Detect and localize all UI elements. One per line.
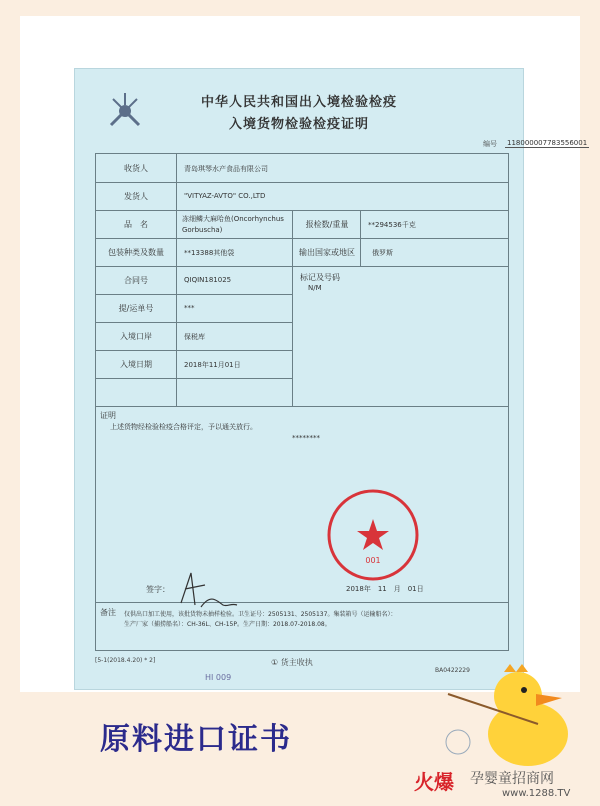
- info-grid: [95, 153, 509, 603]
- consignor-label: 发货人: [124, 192, 148, 201]
- duck-mascot-icon: [428, 654, 578, 784]
- consignee-label: 收货人: [124, 164, 148, 173]
- proof-stars: ********: [292, 434, 320, 442]
- proof-text: 上述货物经检验检疫合格评定，予以通关放行。: [110, 423, 257, 431]
- origin-label: 输出国家或地区: [299, 248, 355, 257]
- document-number: [483, 139, 588, 149]
- brand-subtitle: 孕婴童招商网: [470, 771, 554, 787]
- consignor-value: "VITYAZ-AVTO" CO.,LTD: [184, 192, 266, 200]
- title-line2: 入境货物检验检疫证明: [228, 117, 369, 132]
- date-label: 入境日期: [120, 360, 152, 369]
- contract-label: 合同号: [124, 276, 148, 285]
- marks-value: N/M: [308, 284, 322, 292]
- bl-value: ***: [184, 304, 195, 312]
- product-value: 冻细鳞大麻哈鱼(Oncorhynchus Gorbuscha): [182, 215, 284, 234]
- port-value: 保税库: [184, 333, 205, 341]
- number-label: 编号: [483, 140, 497, 148]
- date-value: 2018年11月01日: [184, 361, 241, 369]
- marks-label: 标记及号码: [300, 273, 340, 282]
- banner-title: 原料进口证书: [100, 722, 292, 757]
- quantity-value: **294536千克: [368, 221, 416, 229]
- port-label: 入境口岸: [120, 332, 152, 341]
- consignee-value: 青岛琪琴水产食品有限公司: [184, 165, 268, 173]
- brand-name: 火爆: [414, 770, 454, 794]
- sign-label: 签字：: [146, 585, 170, 594]
- product-label: 品 名: [124, 220, 148, 229]
- notes-line2: 生产厂家（捕捞船名）：CH-36L、CH-15P。生产日期：2018.07-2018.08。: [124, 621, 331, 628]
- bl-label: 提/运单号: [118, 304, 154, 313]
- package-label: 包装种类及数量: [108, 248, 164, 257]
- contract-value: QIQIN181025: [184, 276, 232, 284]
- proof-label: 证明: [100, 411, 116, 420]
- svg-text:001: 001: [365, 556, 381, 565]
- origin-value: 俄罗斯: [372, 249, 393, 257]
- serial-number: BA0422229: [435, 667, 470, 674]
- notes-line1: 仅供出口加工使用，该批货物未抽样检验。卫生证号：2505131、2505137。集装箱号（运输船名）：: [124, 611, 397, 618]
- notes-box: [95, 603, 509, 651]
- number-value: 118000007783556001: [507, 139, 588, 147]
- title-line1: 中华人民共和国出入境检验检疫: [200, 95, 397, 110]
- certificate-document: [74, 68, 588, 690]
- brand-url: www.1288.TV: [502, 788, 571, 799]
- receipt-label: ① 货主收执: [271, 658, 313, 667]
- official-seal-stamp: [323, 485, 423, 585]
- handwritten-note: HI 009: [205, 673, 232, 682]
- quantity-label: 报检数/重量: [305, 220, 349, 229]
- form-code: [5-1(2018.4.20) * 2]: [95, 657, 156, 664]
- sign-date: 2018年 11 月 01日: [346, 585, 424, 593]
- package-value: **13388其他袋: [184, 249, 235, 257]
- notes-label: 备注: [100, 608, 116, 617]
